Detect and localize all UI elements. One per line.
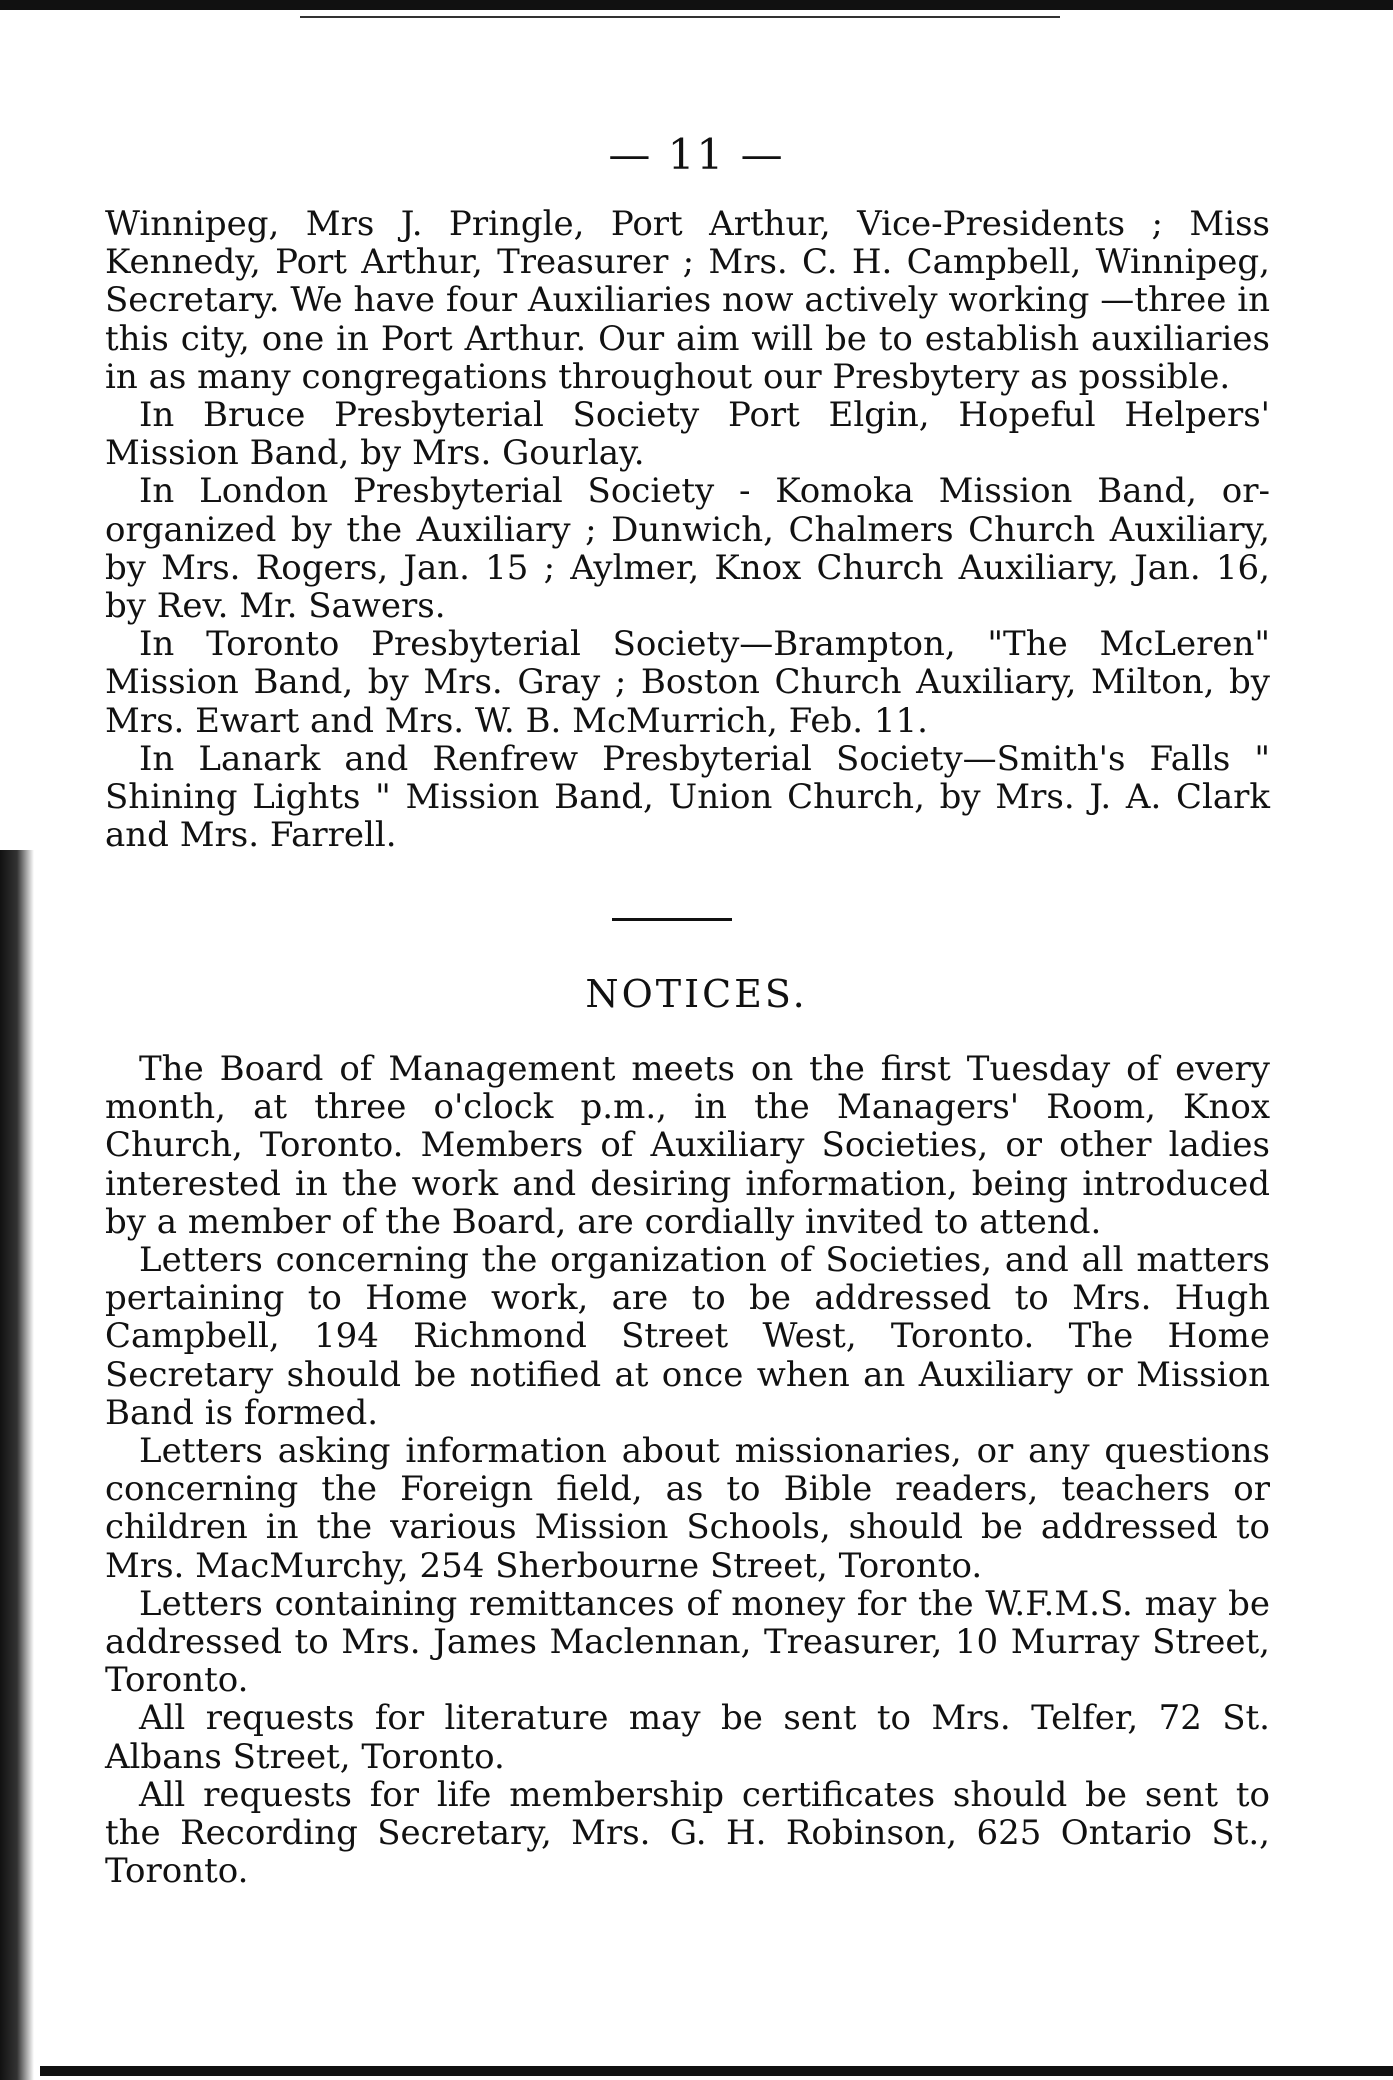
paragraph-toronto: In Toronto Presbyterial Society—Brampton, "The McLeren" Mission Band, by Mrs. Gray ; Boston Church Auxiliary, Milton, by Mrs. Ewart and Mrs. W. B. McMurrich, Feb. 11. (105, 624, 1270, 741)
notice-life-membership: All requests for life membership certificates should be sent to the Recording Secretary, Mrs. G. H. Robinson, 625 Ontario St., Toronto. (105, 1774, 1270, 1892)
page-edge-shadow (0, 850, 34, 2080)
paragraph-bruce: In Bruce Presbyterial Society Port Elgin, Hopeful Helpers' Mission Band, by Mrs. Gourlay. (105, 395, 1270, 474)
notice-literature: All requests for literature may be sent to Mrs. Telfer, 72 St. Albans Street, Toronto. (105, 1698, 1270, 1777)
page-number: — 11 — (608, 130, 785, 179)
notice-remittances: Letters containing remittances of money for the W.F.M.S. may be addressed to Mrs. James Maclennan, Treasurer, 10 Murray Street, Toronto. (105, 1583, 1270, 1701)
section-divider (612, 918, 732, 921)
paragraph-winnipeg: Winnipeg, Mrs J. Pringle, Port Arthur, Vice-Presidents ; Miss Kennedy, Port Arthur, Treasurer ; Mrs. C. H. Campbell, Winnipeg, Secretary. We have four Auxiliaries now actively working —three in this city, one in Port Arthur. Our aim will be to establish auxiliaries in as many congregations throughout our Presbytery as possible. (105, 204, 1270, 397)
society-reports-section (105, 205, 1270, 854)
top-border-rule (0, 0, 1393, 10)
notices-section (105, 1050, 1270, 1890)
paragraph-london: In London Presbyterial Society - Komoka Mission Band, or-organized by the Auxiliary ; Dunwich, Chalmers Church Auxiliary, by Mrs. Rogers, Jan. 15 ; Aylmer, Knox Church Auxiliary, Jan. 16, by Rev. Mr. Sawers. (105, 471, 1270, 627)
notices-heading: NOTICES. (585, 972, 808, 1016)
notice-foreign-field-letters: Letters asking information about missionaries, or any questions concerning the Foreign field, as to Bible readers, teachers or children in the various Mission Schools, should be addressed to Mrs. MacMurchy, 254 Sherbourne Street, Toronto. (105, 1431, 1270, 1586)
notice-board-meetings: The Board of Management meets on the first Tuesday of every month, at three o'clock p.m., in the Managers' Room, Knox Church, Toronto. Members of Auxiliary Societies, or other ladies interested in the work and desiring information, being introduced by a member of the Board, are cordially invited to attend. (105, 1049, 1270, 1242)
bottom-border-rule (40, 2066, 1393, 2076)
top-thin-rule (300, 16, 1060, 18)
paragraph-lanark: In Lanark and Renfrew Presbyterial Society—Smith's Falls " Shining Lights " Mission Band, Union Church, by Mrs. J. A. Clark and Mrs. Farrell. (105, 738, 1270, 856)
notice-home-work-letters: Letters concerning the organization of Societies, and all matters pertaining to Home work, are to be addressed to Mrs. Hugh Campbell, 194 Richmond Street West, Toronto. The Home Secretary should be notified at once when an Auxiliary or Mission Band is formed. (105, 1240, 1270, 1433)
